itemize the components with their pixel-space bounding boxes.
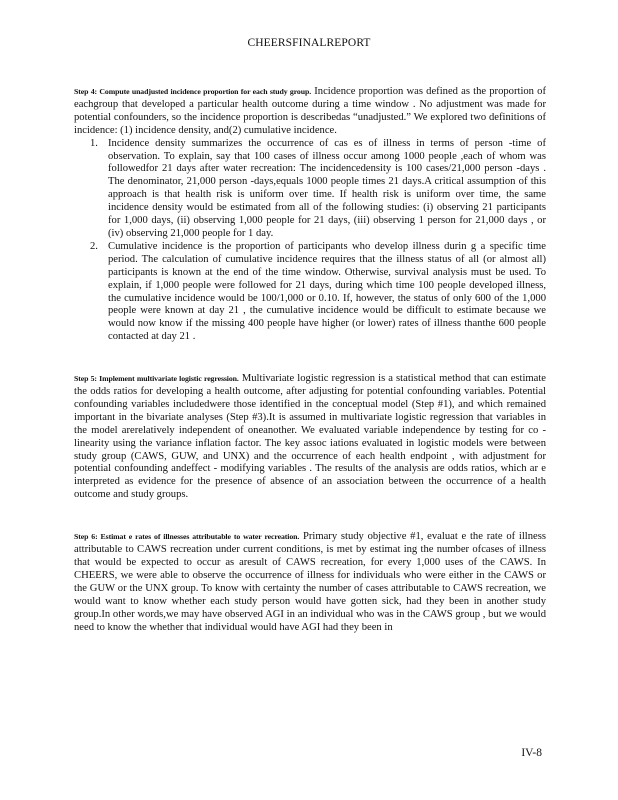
list-item — [90, 240, 546, 344]
step6-text: Primary study objective #1, evaluat e the rate of illness attributable to CAWS recreation under current conditions, is met by estimat ing the number ofcases of illness that would be expected to occur as aresult of CAWS recreation, for every 1,000 uses of the CAWS. In CHEERS, we were able to observe the occurrence of illness for individuals who were either in the CAWS or the GUW or the UNX group. To know with certainty the number of cases attributable to CAWS recreation, we would want to know whether each study person would have gotten sick, had they been in another study group.In other words,we may have observed AGI in an individual who was in the CAWS group , but we would need to know the whether that individual would have AGI had they been in — [74, 531, 546, 633]
step5-heading: Step 5: Implement multivariate logistic regression. — [74, 374, 239, 384]
step4-heading: Step 4: Compute unadjusted incidence proportion for each study group. — [74, 87, 312, 96]
list-item — [90, 137, 546, 241]
incidence-density-text: Incidence density summarizes the occurrence of cas es of illness in terms of person -time of observation. To explain, say that 100 cases of illness occur among 1000 people ,each of whom was followedfor 21 days after water recreation: The incidencedensity is 100 cases/21,000 person -days . The denominator, 21,000 person -days,equals 1000 people times 21 days.A critical assumption of this approach is that health risk is uniform over time. If health risk is uniform over time, the same incidence density would be estimated from all of the following studies: (i) observing 21 participants for 1,000 days, (ii) observing 1,000 people for 21 days, (iii) observing 1 person for 21,000 days , or (iv) observing 21,000 people for 1 day. — [108, 137, 546, 239]
step4-intro: Incidence proportion was defined as the proportion of eachgroup that developed a particular health outcome during a time window . No adjustment was made for potential confounders, so the incidence proportion is describedas “unadjusted.” We explored two definitions of incidence: (1) incidence density, and(2) cumulative incidence. — [74, 86, 546, 136]
list-item-number: 1. — [90, 137, 98, 149]
page-number: IV-8 — [521, 747, 542, 759]
list-item-number: 2. — [90, 240, 98, 252]
step4-paragraph — [74, 86, 546, 138]
step5-text: Multivariate logistic regression is a statistical method that can estimate the odds ratios for developing a health outcome, after adjusting for potential confounding variables. Potential confounding variables includedwere those identified in the conceptual model (Step #1), and which remained important in the bivariate analyses (Step #3).It is assumed in multivariate logistic regression that variables in the model arerelatively independent of oneanother. We evaluated variable independence by testing for co - linearity using the variance inflation factor. The key assoc iations evaluated in logistic models were between study group (CAWS, GUW, and UNX) and the occurrence of each health endpoint , with adjustment for potential confounding andeffect - modifying variables . The results of the analysis are odds ratios, which ar e interpreted as evidence for the presence of absence of an association between the occurrence of a health outcome and study groups. — [74, 373, 547, 501]
step5-paragraph — [74, 373, 546, 502]
incidence-definitions-list — [74, 138, 546, 345]
report-header-title: CHEERSFINALREPORT — [247, 37, 371, 49]
step6-heading: Step 6: Estimat e rates of illnesses attributable to water recreation. — [74, 532, 300, 542]
cumulative-incidence-text: Cumulative incidence is the proportion of participants who develop illness durin g a specific time period. The calculation of cumulative incidence requires that the illness status of all (or almost all) participants is known at the end of the time window. Otherwise, survival analysis must be used. To explain, if 1,000 people were followed for 21 days, during which time 100 people developed illness, the cumulative incidence would be 100/1,000 or 0.10. If, however, the status of only 600 of the 1,000 people were known at day 21 , the cumulative incidence would be difficult to estimate because we would now know if the missing 400 people have higher (or lower) rates of illness thanthe 600 people contacted at day 21 . — [108, 240, 546, 343]
step6-paragraph — [74, 531, 546, 634]
section-spacer — [74, 502, 546, 531]
section-spacer — [74, 344, 546, 373]
report-body — [74, 86, 546, 634]
